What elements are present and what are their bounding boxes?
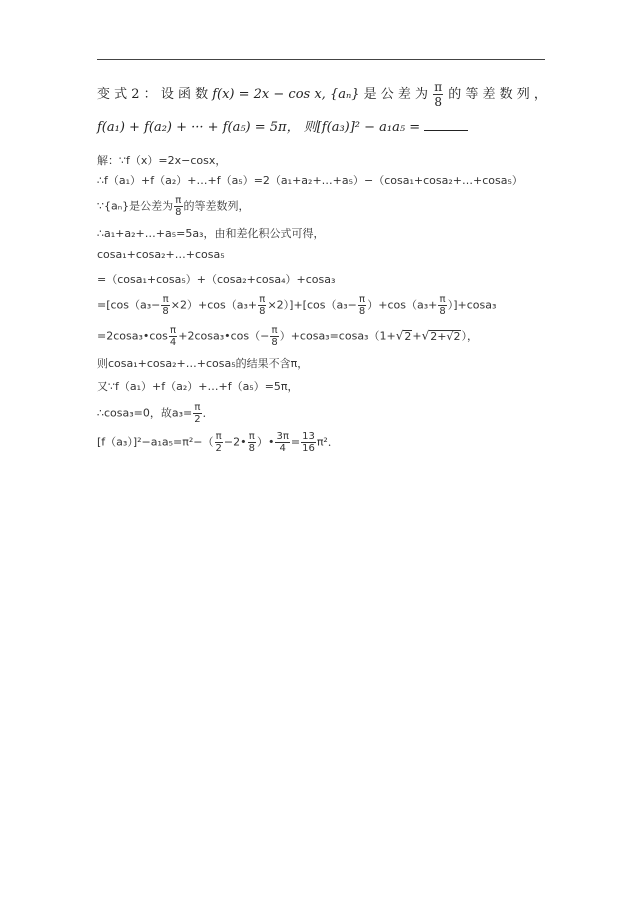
solution-line: cosa₁+cosa₂+…+cosa₅	[97, 248, 225, 261]
solution-line: =（cosa₁+cosa₅）+（cosa₂+cosa₄）+cosa₃	[97, 273, 336, 286]
solution-line: 又∵f（a₁）+f（a₂）+…+f（a₅）=5π，	[97, 380, 299, 393]
solution-line: 则cosa₁+cosa₂+…+cosa₅的结果不含π，	[97, 357, 309, 370]
answer-blank	[424, 120, 468, 131]
solution-line: ∴cosa₃=0，故a₃= $\frac{\pi}{2}$ ．	[97, 402, 214, 425]
sequence-symbol: {aₙ}	[329, 87, 360, 102]
solution-line: =2cosa₃•cos $\frac{\pi}{4}$ +2cosa₃•cos（− $\frac{\pi}{8}$ ）+cosa₃=cosa₃（1+√2+√2+√2），	[97, 325, 478, 348]
problem-label: 变 式 2 ：	[97, 87, 157, 102]
solution-line: ∵{aₙ}是公差为 $\frac{\pi}{8}$ 的等差数列，	[97, 195, 250, 218]
solution-line: ∴a₁+a₂+…+a₅=5a₃，由和差化积公式可得，	[97, 227, 325, 240]
function-definition: f(x) = 2x − cos x,	[212, 87, 326, 102]
header-rule	[97, 59, 545, 60]
problem-line-1: 变 式 2 ： 设 函 数 f(x) = 2x − cos x, {aₙ} 是 公 差 为 $\frac{\pi}{8}$ 的 等 差 数 列 ，	[97, 80, 547, 109]
solution-line: [f（a₃）]²−a₁a₅=π²−（ $\frac{\pi}{2}$ −2• $\frac{\pi}{8}$ ）• $\frac{3\pi}{4}$ = $\frac{13}{16}$ π²．	[97, 431, 339, 454]
solution-line: 解：∵f（x）=2x−cosx，	[97, 154, 227, 167]
pi-over-8: $\frac{\pi}{8}$	[434, 80, 443, 109]
solution-line: =[cos（a₃− $\frac{\pi}{8}$ ×2）+cos（a₃+ $\frac{\pi}{8}$ ×2）]+[cos（a₃− $\frac{\pi}{8}$ ）+cos（a₃+ $\frac{\pi}{8}$ ）]+cosa₃	[97, 294, 497, 317]
problem-line-2: f(a₁) + f(a₂) + ··· + f(a₅) = 5π， 则[f(a₃)]² − a₁a₅ =	[97, 118, 468, 138]
solution-line: ∴f（a₁）+f（a₂）+…+f（a₅）=2（a₁+a₂+…+a₅）−（cosa₁+cosa₂+…+cosa₅）	[97, 174, 523, 187]
